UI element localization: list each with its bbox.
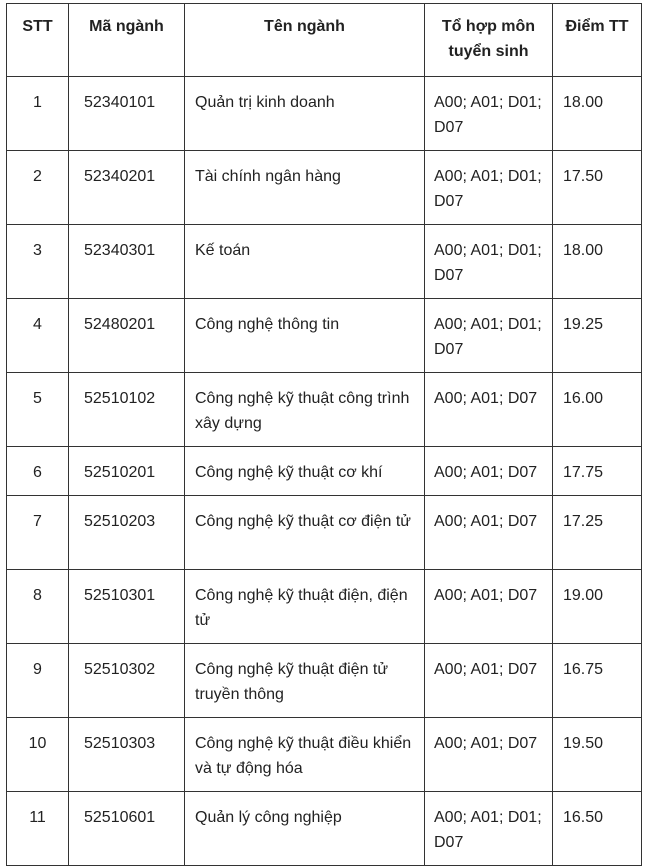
cell-major-code: 52480201 — [69, 299, 185, 373]
cell-score: 17.50 — [553, 151, 642, 225]
cell-subject-combination: A00; A01; D01; D07 — [425, 225, 553, 299]
cell-subject-combination: A00; A01; D07 — [425, 373, 553, 447]
header-score: Điểm TT — [553, 4, 642, 77]
cell-score: 16.00 — [553, 373, 642, 447]
cell-stt: 8 — [7, 570, 69, 644]
table-header-row — [7, 4, 642, 77]
cell-score: 18.00 — [553, 225, 642, 299]
cell-stt: 9 — [7, 644, 69, 718]
table-row — [7, 570, 642, 644]
cell-major-code: 52340201 — [69, 151, 185, 225]
cell-major-name: Công nghệ thông tin — [185, 299, 425, 373]
cell-major-name: Quản trị kinh doanh — [185, 77, 425, 151]
table-row — [7, 225, 642, 299]
cell-subject-combination: A00; A01; D07 — [425, 447, 553, 496]
cell-major-name: Công nghệ kỹ thuật điện tử truyền thông — [185, 644, 425, 718]
cell-stt: 1 — [7, 77, 69, 151]
cell-major-name: Công nghệ kỹ thuật điều khiển và tự động hóa — [185, 718, 425, 792]
cell-stt: 6 — [7, 447, 69, 496]
cell-major-code: 52510302 — [69, 644, 185, 718]
cell-major-code: 52510601 — [69, 792, 185, 866]
cell-score: 19.00 — [553, 570, 642, 644]
cell-stt: 4 — [7, 299, 69, 373]
cell-subject-combination: A00; A01; D01; D07 — [425, 792, 553, 866]
cell-score: 16.75 — [553, 644, 642, 718]
cell-stt: 2 — [7, 151, 69, 225]
cell-major-name: Công nghệ kỹ thuật công trình xây dựng — [185, 373, 425, 447]
cell-score: 17.25 — [553, 496, 642, 570]
cell-subject-combination: A00; A01; D01; D07 — [425, 77, 553, 151]
cell-score: 18.00 — [553, 77, 642, 151]
cell-stt: 3 — [7, 225, 69, 299]
cell-major-name: Công nghệ kỹ thuật cơ khí — [185, 447, 425, 496]
table-row — [7, 299, 642, 373]
cell-major-code: 52510303 — [69, 718, 185, 792]
cell-stt: 7 — [7, 496, 69, 570]
cell-stt: 10 — [7, 718, 69, 792]
cell-major-code: 52510201 — [69, 447, 185, 496]
cell-subject-combination: A00; A01; D07 — [425, 718, 553, 792]
cell-major-code: 52510102 — [69, 373, 185, 447]
cell-major-name: Công nghệ kỹ thuật cơ điện tử — [185, 496, 425, 570]
cell-subject-combination: A00; A01; D01; D07 — [425, 299, 553, 373]
cell-subject-combination: A00; A01; D07 — [425, 644, 553, 718]
cell-score: 19.25 — [553, 299, 642, 373]
header-subject-combination: Tổ hợp môn tuyển sinh — [425, 4, 553, 77]
table-row — [7, 77, 642, 151]
table-row — [7, 496, 642, 570]
table-row — [7, 151, 642, 225]
header-major-name: Tên ngành — [185, 4, 425, 77]
cell-subject-combination: A00; A01; D01; D07 — [425, 151, 553, 225]
cell-stt: 5 — [7, 373, 69, 447]
header-major-code: Mã ngành — [69, 4, 185, 77]
cell-major-code: 52510203 — [69, 496, 185, 570]
admission-scores-table — [6, 3, 642, 866]
cell-major-name: Kế toán — [185, 225, 425, 299]
cell-major-name: Tài chính ngân hàng — [185, 151, 425, 225]
cell-score: 19.50 — [553, 718, 642, 792]
header-stt: STT — [7, 4, 69, 77]
table-row — [7, 447, 642, 496]
cell-score: 17.75 — [553, 447, 642, 496]
cell-major-code: 52340301 — [69, 225, 185, 299]
table-row — [7, 718, 642, 792]
table-row — [7, 792, 642, 866]
cell-major-name: Quản lý công nghiệp — [185, 792, 425, 866]
cell-major-name: Công nghệ kỹ thuật điện, điện tử — [185, 570, 425, 644]
cell-major-code: 52340101 — [69, 77, 185, 151]
cell-stt: 11 — [7, 792, 69, 866]
cell-subject-combination: A00; A01; D07 — [425, 570, 553, 644]
cell-subject-combination: A00; A01; D07 — [425, 496, 553, 570]
cell-score: 16.50 — [553, 792, 642, 866]
table-row — [7, 644, 642, 718]
cell-major-code: 52510301 — [69, 570, 185, 644]
table-row — [7, 373, 642, 447]
